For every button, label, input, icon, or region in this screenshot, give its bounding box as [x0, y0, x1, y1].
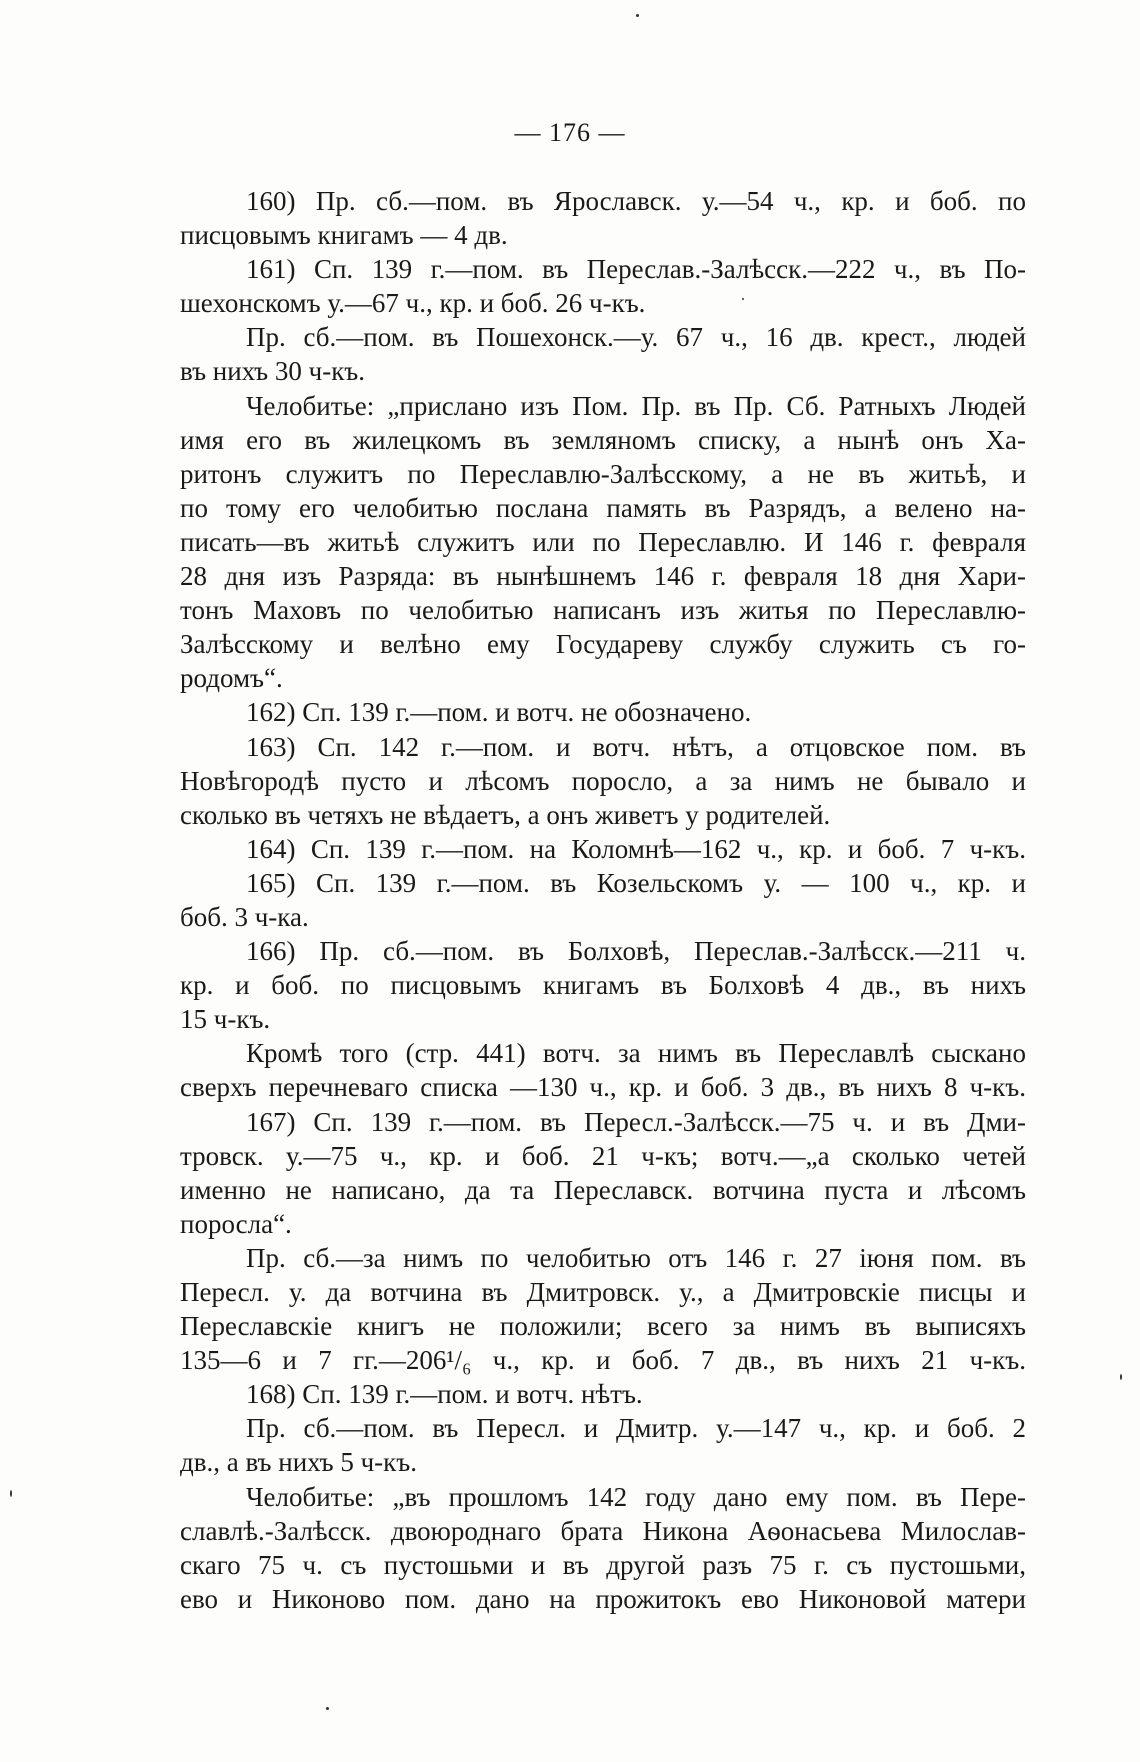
text-line: Челобитье: „прислано изъ Пом. Пр. въ Пр. Сб. Ратныхъ Людей: [246, 390, 1026, 421]
text-line: 163) Сп. 142 г.—пом. и вотч. нѣтъ, а отцовское пом. въ: [246, 731, 1026, 762]
text-line: въ нихъ 30 ч-къ.: [180, 356, 366, 387]
text-line: Переславскіе книгъ не положили; всего за нимъ въ выписяхъ: [180, 1311, 1026, 1342]
text-line: по тому его челобитью послана память въ Разрядъ, а велено на-: [180, 492, 1026, 523]
text-line: именно не написано, да та Переславск. вотчина пуста и лѣсомъ: [180, 1174, 1026, 1205]
text-line: Пр. сб.—за нимъ по челобитью отъ 146 г. 27 іюня пом. въ: [246, 1242, 1026, 1273]
text-line: кр. и боб. по писцовымъ книгамъ въ Болховѣ 4 дв., въ нихъ: [180, 970, 1026, 1001]
text-line: сверхъ перечневаго списка —130 ч., кр. и боб. 3 дв., въ нихъ 8 ч-къ.: [180, 1072, 1026, 1103]
ink-speck: [1120, 1374, 1122, 1380]
text-line: 135—6 и 7 гг.—206¹/₆ ч., кр. и боб. 7 дв., въ нихъ 21 ч-къ.: [180, 1345, 1026, 1376]
ink-speck: [326, 1707, 329, 1710]
text-line: Кромѣ того (стр. 441) вотч. за нимъ въ Переславлѣ сыскано: [246, 1038, 1026, 1069]
text-line: славлѣ.-Залѣсск. двоюроднаго брата Никона Аѳонасьева Милослав-: [180, 1515, 1026, 1546]
text-line: 165) Сп. 139 г.—пом. въ Козельскомъ у. — 100 ч., кр. и: [246, 867, 1026, 898]
text-line: шехонскомъ у.—67 ч., кр. и боб. 26 ч-къ.: [180, 288, 646, 319]
text-line: поросла“.: [180, 1208, 292, 1239]
text-line: ритонъ служитъ по Переславлю-Залѣсскому, а не въ житьѣ, и: [180, 458, 1026, 489]
text-line: Пр. сб.—пом. въ Пошехонск.—у. 67 ч., 16 дв. крест., людей: [246, 322, 1026, 353]
text-line: имя его въ жилецкомъ въ земляномъ списку, а нынѣ онъ Ха-: [180, 424, 1026, 455]
text-line: 167) Сп. 139 г.—пом. въ Пересл.-Залѣсск.—75 ч. и въ Дми-: [246, 1106, 1026, 1137]
text-line: сколько въ четяхъ не вѣдаетъ, а онъ живетъ у родителей.: [180, 799, 831, 830]
ink-speck: [742, 298, 744, 300]
text-line: 162) Сп. 139 г.—пом. и вотч. не обозначено.: [246, 697, 752, 728]
text-line: 164) Сп. 139 г.—пом. на Коломнѣ—162 ч., кр. и боб. 7 ч-къ.: [246, 833, 1026, 864]
text-line: тонъ Маховъ по челобитью написанъ изъ житья по Переславлю-: [180, 595, 1026, 626]
text-line: 15 ч-къ.: [180, 1004, 271, 1035]
text-line: скаго 75 ч. съ пустошьми и въ другой разъ 75 г. съ пустошьми,: [180, 1549, 1026, 1580]
text-line: родомъ“.: [180, 663, 283, 694]
text-line: Пересл. у. да вотчина въ Дмитровск. у., а Дмитровскіе писцы и: [180, 1277, 1026, 1307]
text-line: 161) Сп. 139 г.—пом. въ Переслав.-Залѣсск.—222 ч., въ По-: [246, 254, 1026, 285]
text-line: 166) Пр. сб.—пом. въ Болховѣ, Переслав.-Залѣсск.—211 ч.: [246, 936, 1026, 967]
body-text: [180, 184, 1026, 1616]
text-line: Новѣгородѣ пусто и лѣсомъ поросло, а за нимъ не бывало и: [180, 765, 1026, 796]
text-line: Пр. сб.—пом. въ Пересл. и Дмитр. у.—147 ч., кр. и боб. 2: [246, 1413, 1026, 1444]
text-line: боб. 3 ч-ка.: [180, 901, 309, 932]
ink-speck: [10, 1490, 12, 1497]
text-line: тровск. у.—75 ч., кр. и боб. 21 ч-къ; вотч.—„а сколько четей: [180, 1140, 1026, 1171]
text-line: 168) Сп. 139 г.—пом. и вотч. нѣтъ.: [246, 1379, 643, 1410]
page-number: — 176 —: [514, 118, 626, 147]
text-line: ево и Никоново пом. дано на прожитокъ ево Никоновой матери: [180, 1583, 1026, 1614]
text-line: 160) Пр. сб.—пом. въ Ярославск. у.—54 ч., кр. и боб. по: [246, 186, 1026, 216]
text-line: писцовымъ книгамъ — 4 дв.: [180, 220, 508, 251]
text-line: писать—въ житьѣ служитъ или по Переславлю. И 146 г. февраля: [180, 526, 1026, 557]
text-line: 28 дня изъ Разряда: въ нынѣшнемъ 146 г. февраля 18 дня Хари-: [180, 561, 1026, 592]
text-line: Челобитье: „въ прошломъ 142 году дано ему пом. въ Пере-: [246, 1481, 1026, 1512]
ink-speck: [636, 14, 639, 17]
text-line: дв., а въ нихъ 5 ч-къ.: [180, 1447, 417, 1478]
text-line: Залѣсскому и велѣно ему Государеву службу служить съ го-: [180, 629, 1026, 660]
